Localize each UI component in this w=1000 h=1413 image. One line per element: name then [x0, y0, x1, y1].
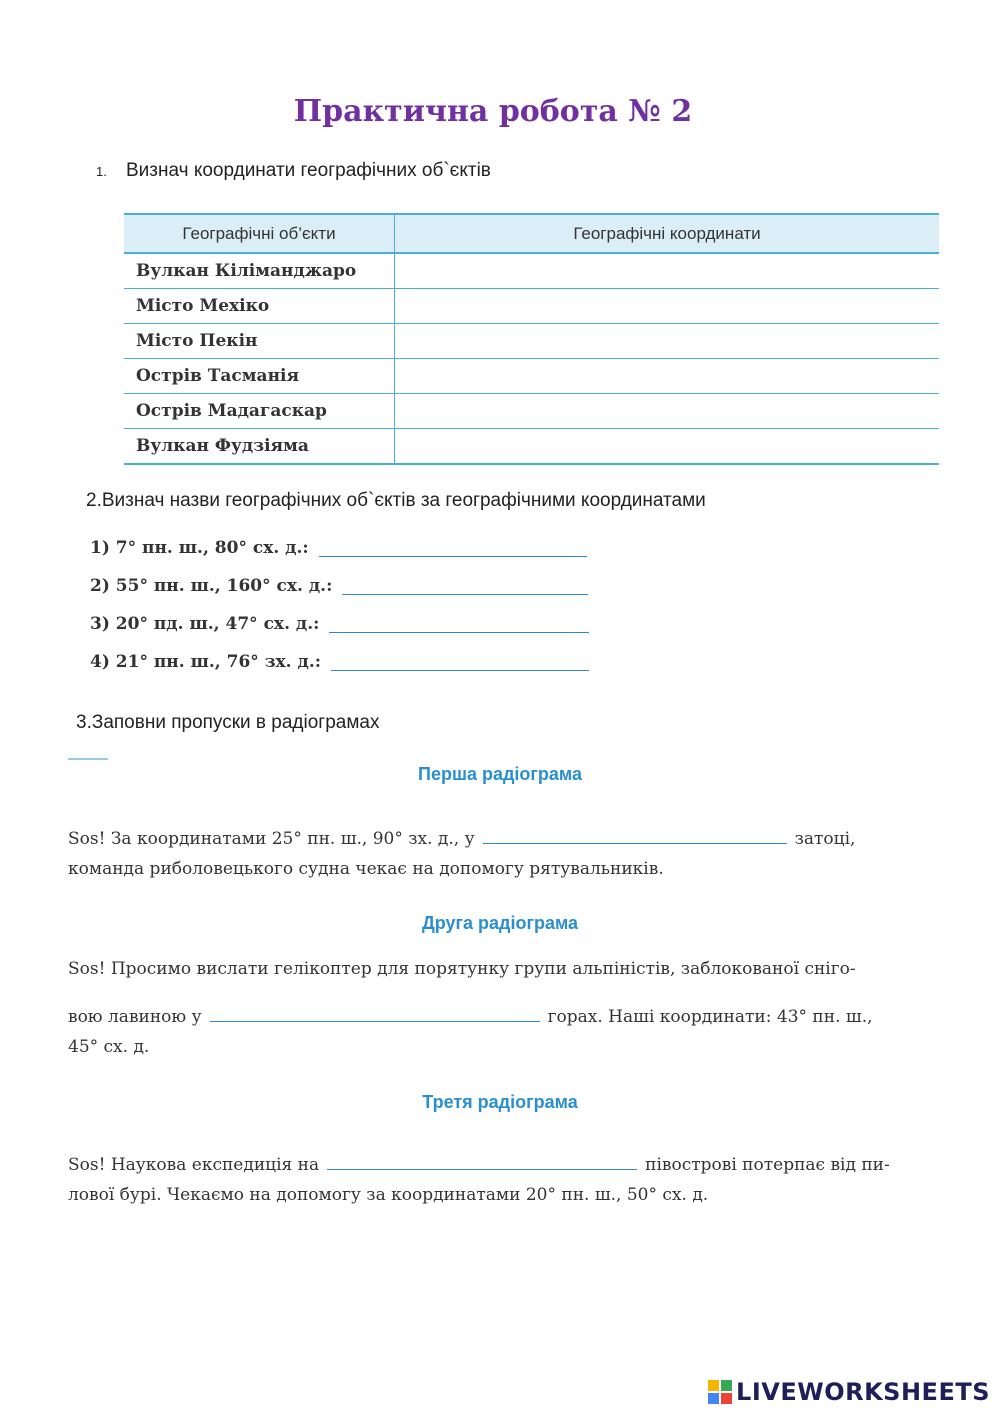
table-header-objects: Географічні об’єкти — [124, 214, 395, 253]
brand-name: LIVEWORKSHEETS — [736, 1378, 990, 1406]
coords-answer-field[interactable] — [395, 394, 940, 429]
logo-block — [708, 1393, 719, 1404]
coordinate-label: 3) 20° пд. ш., 47° сх. д.: — [90, 614, 320, 634]
divider — [68, 758, 108, 760]
coords-answer-field[interactable] — [395, 289, 940, 324]
table-row — [124, 359, 939, 394]
radiogram-3-part3: лової бурі. Чекаємо на допомогу за координатами 20° пн. ш., 50° сх. д. — [68, 1185, 709, 1205]
coordinates-table — [124, 213, 939, 465]
radiogram-3-part1: Sos! Наукова експедиція на — [68, 1155, 320, 1175]
liveworksheets-logo — [708, 1376, 990, 1408]
radiogram-1-text — [68, 824, 936, 884]
radiogram-1-part1: Sos! За координатами 25° пн. ш., 90° зх. д., у — [68, 829, 475, 849]
radiogram-1-part3: команда риболовецького судна чекає на допомогу рятувальників. — [68, 859, 664, 879]
radiogram-2-part1: Sos! Просимо вислати гелікоптер для порятунку групи альпіністів, заблокованої сніго- — [68, 959, 856, 979]
logo-block — [721, 1393, 732, 1404]
table-row — [124, 253, 939, 289]
object-name: Вулкан Фудзіяма — [124, 429, 395, 465]
coordinate-label: 2) 55° пн. ш., 160° сх. д.: — [90, 576, 333, 596]
coords-answer-field[interactable] — [395, 324, 940, 359]
task-1-number: 1. — [96, 164, 107, 179]
task-2-heading: 2.Визнач назви географічних об`єктів за географічними координатами — [86, 490, 706, 511]
answer-field[interactable] — [331, 652, 589, 671]
radiogram-1-title: Перша радіограма — [418, 764, 582, 784]
coordinates-list — [90, 538, 589, 690]
object-name: Місто Мехіко — [124, 289, 395, 324]
task-3-heading: 3.Заповни пропуски в радіограмах — [76, 712, 380, 733]
list-item — [90, 614, 589, 652]
radiogram-3-text — [68, 1150, 936, 1210]
radiogram-1-part2: затоці, — [794, 829, 856, 849]
object-name: Місто Пекін — [124, 324, 395, 359]
radiogram-2-title: Друга радіограма — [421, 913, 579, 933]
list-item — [90, 652, 589, 690]
table-row — [124, 289, 939, 324]
table-row — [124, 394, 939, 429]
radiogram-1-blank[interactable] — [483, 827, 787, 844]
table-header-coords: Географічні координати — [395, 214, 940, 253]
radiogram-2-part2: вою лавиною у — [68, 1007, 202, 1027]
coordinate-label: 4) 21° пн. ш., 76° зх. д.: — [90, 652, 322, 672]
coords-answer-field[interactable] — [395, 429, 940, 465]
object-name: Вулкан Кіліманджаро — [124, 253, 395, 289]
radiogram-2-part4: 45° сх. д. — [68, 1037, 150, 1057]
answer-field[interactable] — [342, 576, 588, 595]
coords-answer-field[interactable] — [395, 253, 940, 289]
logo-block — [721, 1380, 732, 1391]
radiogram-2-blank[interactable] — [210, 1005, 540, 1022]
radiogram-2-text — [68, 956, 936, 1062]
radiogram-3-title: Третя радіограма — [422, 1092, 578, 1112]
answer-field[interactable] — [329, 614, 589, 633]
table-row — [124, 324, 939, 359]
list-item — [90, 576, 589, 614]
coords-answer-field[interactable] — [395, 359, 940, 394]
object-name: Острів Мадагаскар — [124, 394, 395, 429]
logo-blocks-icon — [708, 1380, 732, 1404]
radiogram-3-blank[interactable] — [327, 1153, 637, 1170]
object-name: Острів Тасманія — [124, 359, 395, 394]
table-row — [124, 429, 939, 465]
task-1-heading — [96, 160, 491, 182]
logo-block — [708, 1380, 719, 1391]
list-item — [90, 538, 589, 576]
coordinate-label: 1) 7° пн. ш., 80° сх. д.: — [90, 538, 309, 558]
task-1-text: Визнач координати географічних об`єктів — [126, 160, 491, 181]
page-title: Практична робота № 2 — [293, 94, 693, 129]
answer-field[interactable] — [319, 538, 587, 557]
radiogram-2-part3: горах. Наші координати: 43° пн. ш., — [547, 1007, 873, 1027]
radiogram-3-part2: півострові потерпає від пи- — [645, 1155, 890, 1175]
